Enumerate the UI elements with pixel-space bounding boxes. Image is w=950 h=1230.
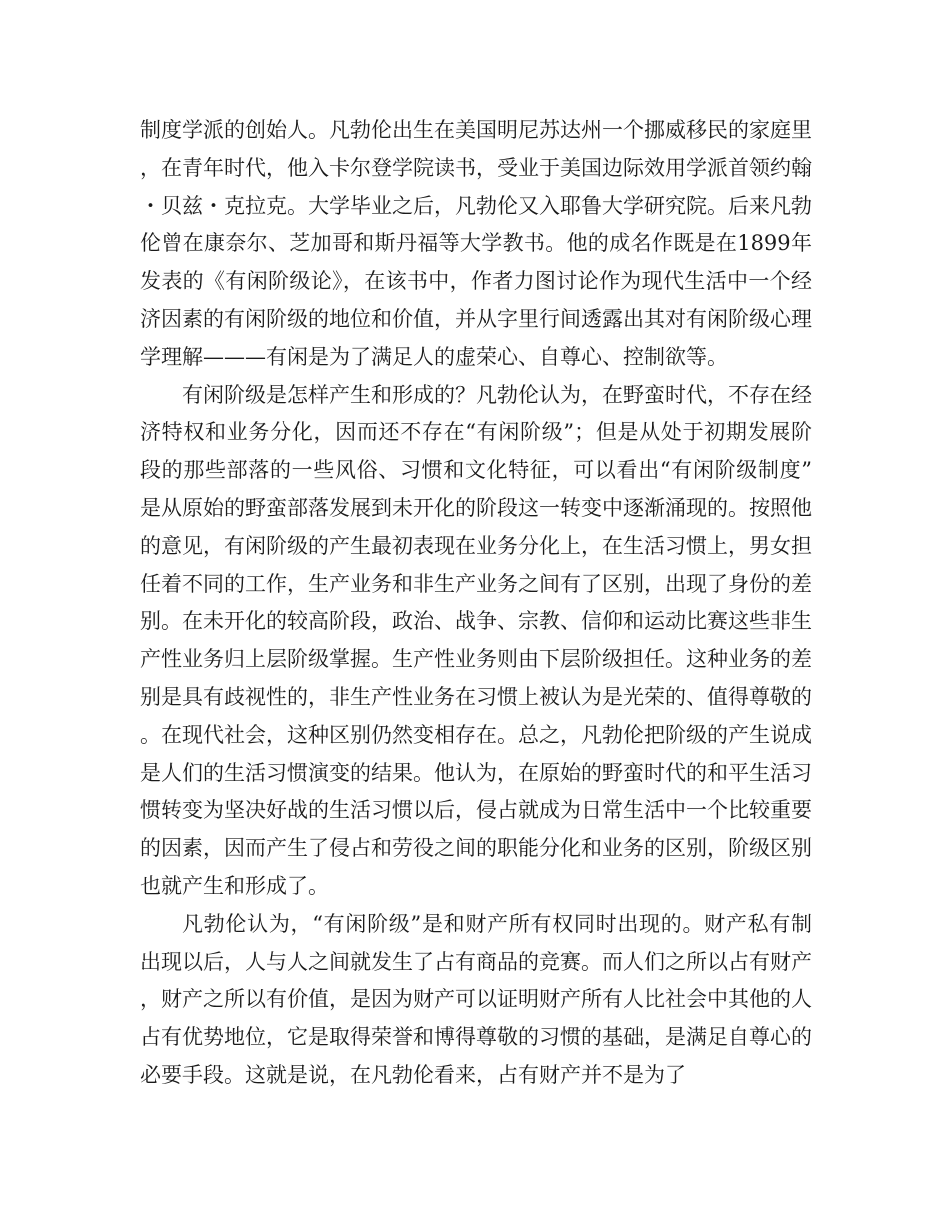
paragraph-1: 制度学派的创始人。凡勃伦出生在美国明尼苏达州一个挪威移民的家庭里，在青年时代，他入卡尔登学院读书，受业于美国边际效用学派首领约翰・贝兹・克拉克。大学毕业之后，凡勃伦又入耶鲁大学研究院。后来凡勃伦曾在康奈尔、芝加哥和斯丹福等大学教书。他的成名作既是在1899年发表的《有闲阶级论》，在该书中，作者力图讨论作为现代生活中一个经济因素的有闲阶级的地位和价值，并从字里行间透露出其对有闲阶级心理学理解———有闲是为了满足人的虚荣心、自尊心、控制欲等。 — [140, 118, 812, 369]
paragraph-3: 凡勃伦认为，“有闲阶级”是和财产所有权同时出现的。财产私有制出现以后，人与人之间就发生了占有商品的竞赛。而人们之所以占有财产，财产之所以有价值，是因为财产可以证明财产所有人比社会中其他的人占有优势地位，它是取得荣誉和博得尊敬的习惯的基础，是满足自尊心的必要手段。这就是说，在凡勃伦看来，占有财产并不是为了 — [140, 911, 812, 1087]
paragraph-2: 有闲阶级是怎样产生和形成的？凡勃伦认为，在野蛮时代，不存在经济特权和业务分化，因而还不存在“有闲阶级”；但是从处于初期发展阶段的那些部落的一些风俗、习惯和文化特征，可以看出“有闲阶级制度”是从原始的野蛮部落发展到未开化的阶段这一转变中逐渐涌现的。按照他的意见，有闲阶级的产生最初表现在业务分化上，在生活习惯上，男女担任着不同的工作，生产业务和非生产业务之间有了区别，出现了身份的差别。在未开化的较高阶段，政治、战争、宗教、信仰和运动比赛这些非生产性业务归上层阶级掌握。生产性业务则由下层阶级担任。这种业务的差别是具有歧视性的，非生产性业务在习惯上被认为是光荣的、值得尊敬的。在现代社会，这种区别仍然变相存在。总之，凡勃伦把阶级的产生说成是人们的生活习惯演变的结果。他认为，在原始的野蛮时代的和平生活习惯转变为坚决好战的生活习惯以后，侵占就成为日常生活中一个比较重要的因素，因而产生了侵占和劳役之间的职能分化和业务的区别，阶级区别也就产生和形成了。 — [140, 382, 812, 898]
document-body — [140, 112, 812, 1095]
